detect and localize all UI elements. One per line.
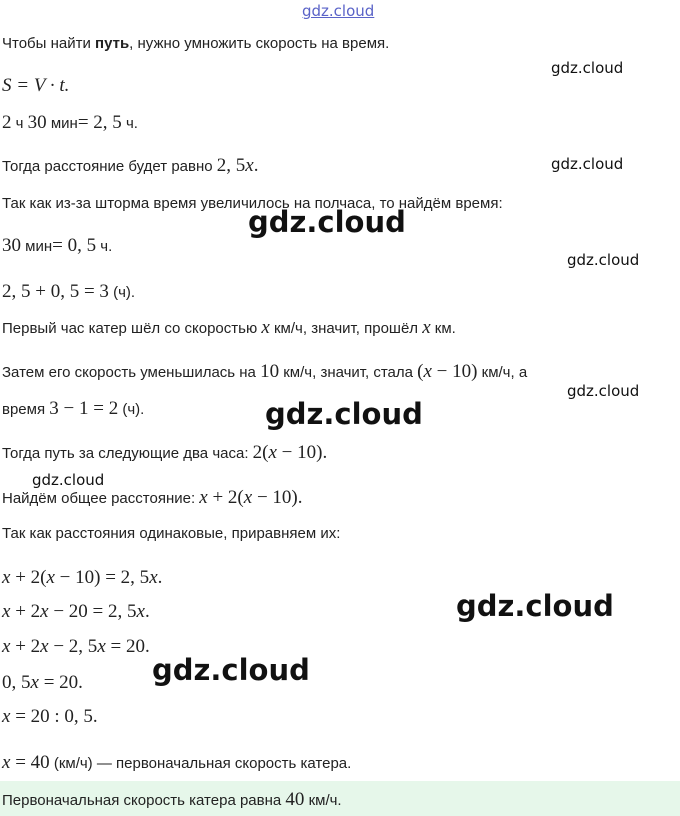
variable: x — [2, 752, 11, 773]
formula: − 10) — [431, 361, 478, 382]
text: Первый час катер шёл со скоростью — [2, 320, 262, 337]
number: 30 — [27, 112, 47, 133]
text: Затем его скорость уменьшилась на — [2, 364, 261, 381]
unit: (ч). — [108, 284, 136, 301]
unit: ч. — [96, 238, 113, 255]
watermark-large: gdz.cloud — [248, 205, 406, 239]
formula: − 10) — [276, 442, 323, 463]
formula: + 2 — [10, 601, 41, 622]
text: . — [157, 567, 163, 588]
text: Так как из-за шторма время увеличилось на полчаса, то найдём время: — [2, 195, 503, 212]
variable: x — [97, 636, 106, 657]
unit: ч — [11, 115, 28, 132]
variable: x — [46, 567, 55, 588]
text: Первоначальная скорость катера равна — [2, 792, 286, 809]
formula: − 10) — [252, 487, 298, 508]
solution-line — [2, 317, 456, 340]
variable: x — [261, 317, 270, 338]
formula: + 2 — [10, 636, 41, 657]
text: км/ч, а — [477, 364, 528, 381]
variable: x — [422, 317, 431, 338]
solution-line — [2, 752, 351, 775]
number: 10 — [260, 361, 280, 382]
formula: + 2( — [207, 487, 244, 508]
variable: x — [2, 706, 11, 727]
formula: 2( — [252, 442, 269, 463]
text: . — [253, 155, 259, 176]
solution-line — [2, 523, 340, 545]
solution-line — [2, 398, 144, 421]
formula: = 20. — [105, 636, 150, 657]
solution-line — [2, 442, 327, 465]
text: км/ч, значит, прошёл — [269, 320, 423, 337]
variable: x — [2, 601, 11, 622]
formula: S = V · t. — [2, 75, 70, 96]
unit: (ч). — [118, 401, 145, 418]
unit: ч. — [121, 115, 138, 132]
formula: 3 − 1 = 2 — [49, 398, 119, 419]
watermark-large: gdz.cloud — [152, 653, 310, 687]
text: (км/ч) — первоначальная скорость катера. — [49, 755, 352, 772]
text: время — [2, 401, 50, 418]
text: км/ч. — [304, 792, 342, 809]
variable: x — [149, 567, 158, 588]
formula: − 2, 5 — [48, 636, 98, 657]
number: 0, 5 — [2, 672, 31, 693]
text: . — [322, 442, 328, 463]
number: 30 — [2, 235, 21, 256]
watermark-small: gdz.cloud — [567, 251, 640, 269]
formula-line — [2, 601, 150, 624]
text: Найдём общее расстояние: — [2, 490, 200, 507]
formula-line — [2, 636, 150, 659]
formula: + 2( — [10, 567, 47, 588]
answer-line — [2, 789, 342, 812]
text: . — [144, 601, 150, 622]
solution-line — [2, 193, 503, 215]
watermark-top[interactable]: gdz.cloud — [302, 2, 375, 20]
solution-line — [2, 155, 258, 178]
text: Тогда путь за следующие два часа: — [2, 445, 253, 462]
number: 40 — [285, 789, 305, 810]
text: , нужно умножить скорость на время. — [129, 35, 390, 52]
text: км. — [430, 320, 456, 337]
watermark-small: gdz.cloud — [551, 155, 624, 173]
variable: x — [40, 636, 49, 657]
paren: ( — [417, 361, 424, 382]
formula: = 20. — [38, 672, 83, 693]
watermark-small: gdz.cloud — [551, 59, 624, 77]
formula-line — [2, 706, 98, 729]
variable: x — [2, 636, 11, 657]
variable: x — [136, 601, 145, 622]
formula: − 20 = 2, 5 — [48, 601, 137, 622]
text: км/ч, значит, стала — [279, 364, 418, 381]
unit: мин — [21, 238, 53, 255]
variable: x — [199, 487, 208, 508]
solution-line — [2, 487, 303, 510]
variable: x — [40, 601, 49, 622]
watermark-small: gdz.cloud — [567, 382, 640, 400]
unit: мин — [46, 115, 78, 132]
variable: x — [30, 672, 39, 693]
number: = 2, 5 — [77, 112, 122, 133]
solution-line — [2, 33, 389, 55]
text: . — [297, 487, 303, 508]
variable: x — [2, 567, 11, 588]
formula-line — [2, 281, 135, 304]
bold-term: путь — [95, 35, 130, 52]
text: Так как расстояния одинаковые, приравняем их: — [2, 525, 341, 542]
watermark-small: gdz.cloud — [32, 471, 105, 489]
watermark-large: gdz.cloud — [265, 397, 423, 431]
formula: = 40 — [10, 752, 50, 773]
variable: x — [268, 442, 277, 463]
formula-line — [2, 75, 69, 98]
watermark-large: gdz.cloud — [456, 589, 614, 623]
solution-line — [2, 361, 527, 384]
variable: x — [243, 487, 253, 508]
text: Тогда расстояние будет равно — [2, 158, 217, 175]
text: Чтобы найти — [2, 35, 96, 52]
formula: 2, 5 + 0, 5 = 3 — [2, 281, 109, 302]
formula: − 10) = 2, 5 — [54, 567, 150, 588]
number: 2, 5 — [216, 155, 246, 176]
formula-line — [2, 672, 83, 695]
number: 2 — [2, 112, 12, 133]
variable: x — [245, 155, 254, 176]
formula-line — [2, 235, 112, 258]
number: = 0, 5 — [52, 235, 97, 256]
variable: x — [423, 361, 432, 382]
formula: = 20 : 0, 5. — [10, 706, 98, 727]
formula-line — [2, 112, 138, 135]
formula-line — [2, 567, 162, 590]
